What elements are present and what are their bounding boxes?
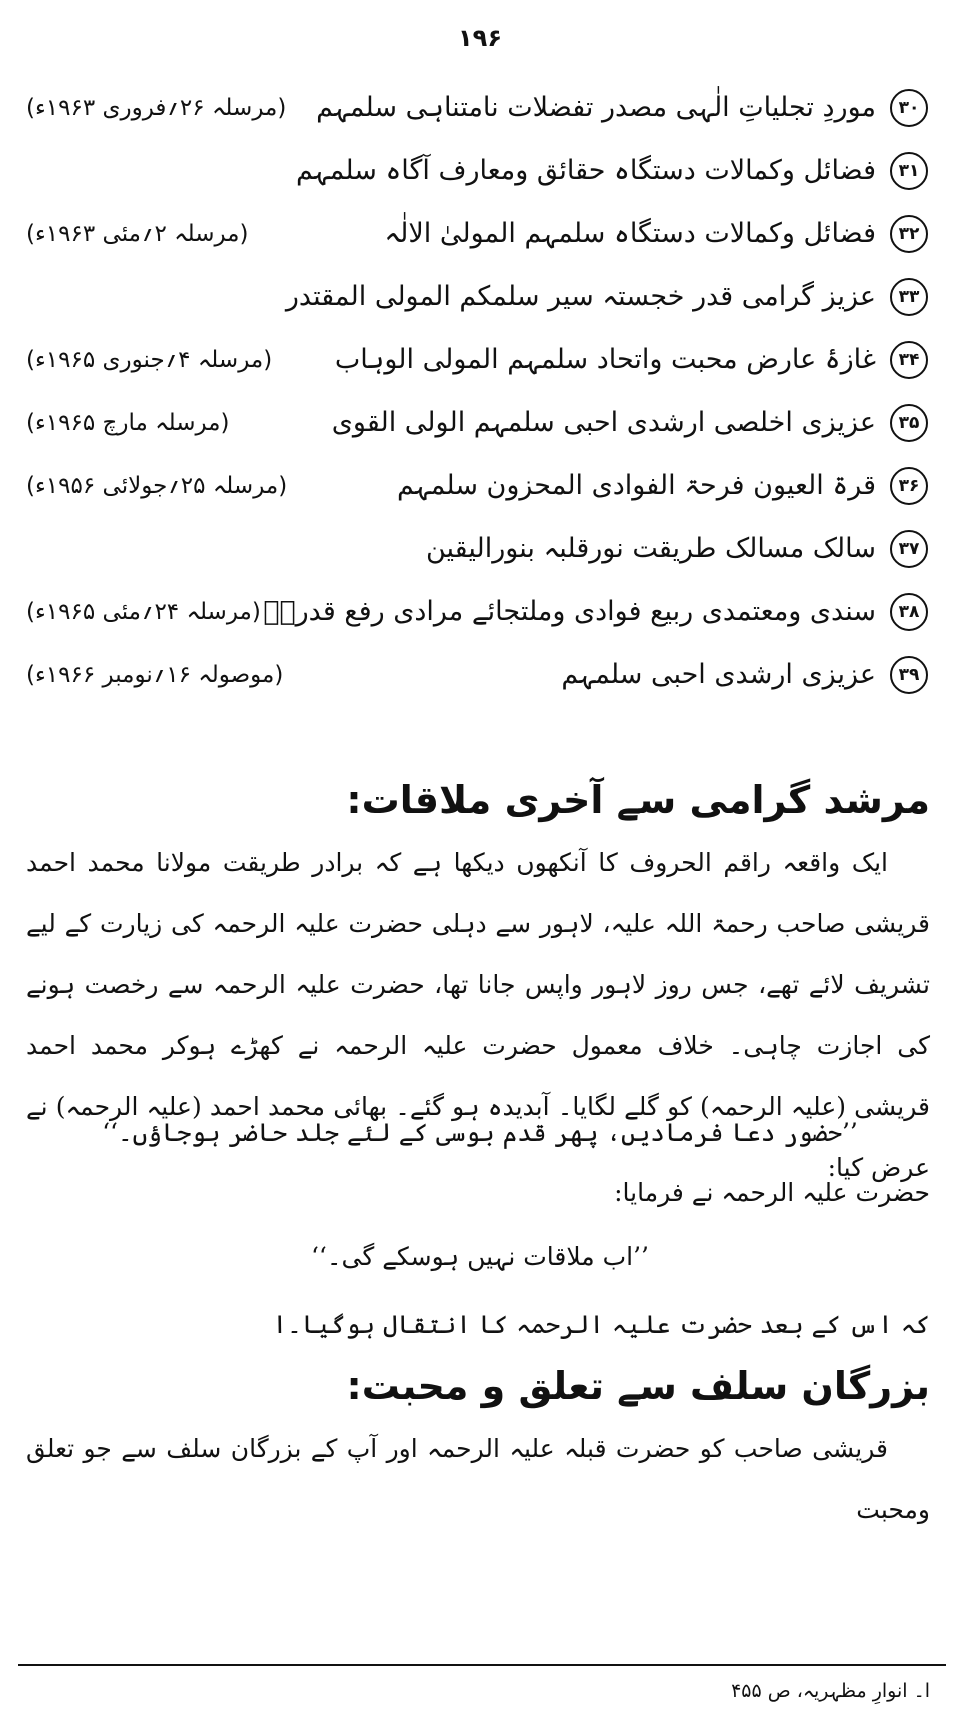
item-title: موردِ تجلیاتِ الٰہی مصدر تفضلات نامتناہی سلمہم xyxy=(316,92,876,123)
item-number: ۳۵ xyxy=(890,404,928,442)
item-title: عزیز گرامی قدر خجستہ سیر سلمکم المولی المقتدر xyxy=(285,281,876,312)
section-heading-last-meeting: مرشد گرامی سے آخری ملاقات: xyxy=(346,778,930,822)
list-item xyxy=(26,202,928,265)
item-title: قرۃ العیون فرحۃ الفوادی المحزون سلمہم xyxy=(396,470,876,501)
item-title: غازۂ عارض محبت واتحاد سلمہم المولی الوہاب xyxy=(334,344,876,375)
list-item xyxy=(26,643,928,706)
item-title: عزیزی اخلصی ارشدی احبی سلمہم الولی القوی xyxy=(331,407,876,438)
item-number: ۳۶ xyxy=(890,467,928,505)
list-item xyxy=(26,76,928,139)
list-item xyxy=(26,265,928,328)
item-number: ۳۴ xyxy=(890,341,928,379)
item-title: عزیزی ارشدی احبی سلمہم xyxy=(561,659,876,690)
item-number: ۳۳ xyxy=(890,278,928,316)
item-number: ۳۹ xyxy=(890,656,928,694)
item-note: (مرسلہ ۴؍جنوری ۱۹۶۵ء) xyxy=(26,346,273,373)
list-item xyxy=(26,139,928,202)
item-note: (مرسلہ مارچ ۱۹۶۵ء) xyxy=(26,409,230,436)
list-item xyxy=(26,454,928,517)
item-title: فضائل وکمالات دستگاہ سلمہم المولیٰ الالٰہ xyxy=(384,218,876,249)
item-number: ۳۲ xyxy=(890,215,928,253)
item-number: ۳۷ xyxy=(890,530,928,568)
item-note: (مرسلہ ۲۴؍مئی ۱۹۶۵ء) xyxy=(26,598,261,625)
list-item xyxy=(26,580,928,643)
item-title: سندی ومعتمدی ربیع فوادی وملتجائے مرادی رفع قدرہٗ xyxy=(263,596,876,627)
body-line: حضرت علیہ الرحمہ نے فرمایا: xyxy=(614,1178,930,1207)
item-note: (موصولہ ۱۶؍نومبر ۱۹۶۶ء) xyxy=(26,661,284,688)
quotation: ’’حضور دعا فرمادیں، پھر قدم بوسی کے لئے جلد حاضر ہوجاؤں۔‘‘ xyxy=(102,1118,858,1147)
item-title: فضائل وکمالات دستگاہ حقائق ومعارف آگاہ سلمہم xyxy=(295,155,876,186)
section-heading-elders: بزرگان سلف سے تعلق و محبت: xyxy=(346,1364,930,1408)
item-title: سالک مسالک طریقت نورقلبہ بنورالیقین xyxy=(425,533,876,564)
body-paragraph: ایک واقعہ راقم الحروف کا آنکھوں دیکھا ہے کہ برادر طریقت مولانا محمد احمد قریشی صاحب رحمۃ اللہ علیہ، لاہور سے دہلی حضرت علیہ الرحمہ کی زیارت کے لیے تشریف لائے تھے، جس روز لاہور واپس جانا تھا، حضرت علیہ الرحمہ سے رخصت ہونے کی اجازت چاہی۔ خلاف معمول حضرت علیہ الرحمہ نے کھڑے ہوکر محمد احمد قریشی (علیہ الرحمہ) کو گلے لگایا۔ آبدیدہ ہو گئے۔ بھائی محمد احمد (علیہ الرحمہ) نے عرض کیا: xyxy=(26,848,930,1182)
item-note: (مرسلہ ۲؍مئی ۱۹۶۳ء) xyxy=(26,220,249,247)
footnote: ا۔ انوارِ مظہریہ، ص ۴۵۵ xyxy=(731,1680,930,1702)
item-number: ۳۸ xyxy=(890,593,928,631)
item-number: ۳۱ xyxy=(890,152,928,190)
list-item xyxy=(26,328,928,391)
item-note: (مرسلہ ۲۵؍جولائی ۱۹۵۶ء) xyxy=(26,472,288,499)
page-number: ۱۹۶ xyxy=(458,24,502,52)
body-line: کہ اس کے بعد حضرت علیہ الرحمہ کا انتقال ہوگیا۔ا xyxy=(272,1310,930,1339)
item-number: ۳۰ xyxy=(890,89,928,127)
body-paragraph: قریشی صاحب کو حضرت قبلہ علیہ الرحمہ اور آپ کے بزرگان سلف سے جو تعلق ومحبت xyxy=(26,1434,930,1524)
salutation-list xyxy=(26,76,928,706)
list-item xyxy=(26,517,928,580)
footnote-divider xyxy=(18,1664,946,1666)
item-note: (مرسلہ ۲۶؍فروری ۱۹۶۳ء) xyxy=(26,94,287,121)
quotation: ’’اب ملاقات نہیں ہوسکے گی۔‘‘ xyxy=(310,1242,649,1271)
list-item xyxy=(26,391,928,454)
